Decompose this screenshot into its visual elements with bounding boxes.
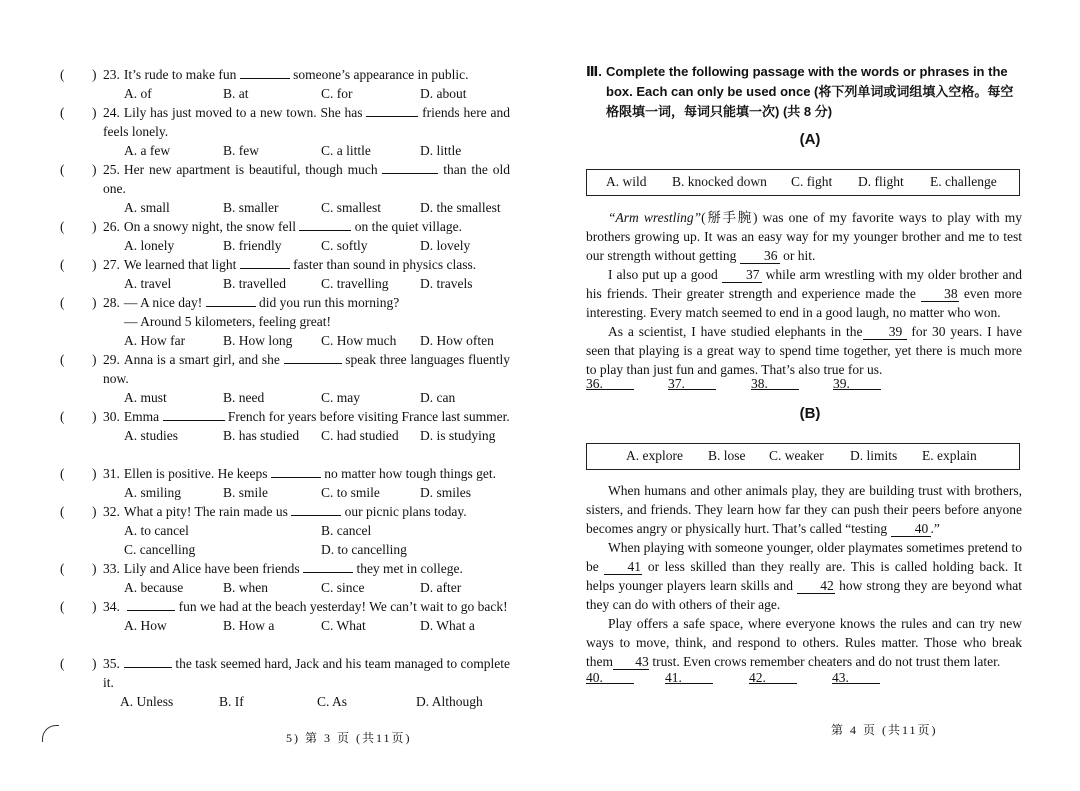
part-b-label: (B) xyxy=(799,405,821,422)
blank-43[interactable]: 43 xyxy=(613,655,649,670)
question-23: 23. It’s rude to make fun someone’s appearance in public. A. of B. at C. for D. about xyxy=(60,65,510,103)
blank[interactable] xyxy=(127,597,175,611)
blank[interactable] xyxy=(240,65,290,79)
question-34: 34. fun we had at the beach yesterday! We can’t wait to go back! A. How B. How a C. What D. What a xyxy=(60,597,510,635)
blank-41[interactable]: 41 xyxy=(604,560,642,575)
options: A. must B. need C. may D. can xyxy=(124,390,456,405)
question-24: 24. Lily has just moved to a new town. She has friends here and feels lonely. A. a few B. few C. a little D. little xyxy=(103,105,510,158)
page-footer-left: 5) 第 3 页 (共11页) xyxy=(286,731,412,745)
blank-36[interactable]: 36 xyxy=(740,249,780,264)
question-29: 29. Anna is a smart girl, and she speak three languages fluently now. A. must B. need C. may D. can xyxy=(103,352,511,405)
options: A. smiling B. smile C. to smile D. smiles xyxy=(124,485,472,500)
answer-blank-43[interactable] xyxy=(832,670,880,684)
question-26: 26. On a snowy night, the snow fell on the quiet village. A. lonely B. friendly C. softly D. lovely xyxy=(60,217,510,255)
question-27: 27. We learned that light faster than sound in physics class. A. travel B. travelled C. travelling D. travels xyxy=(60,255,510,293)
blank[interactable] xyxy=(291,502,341,516)
answer-lines-a: 36. 37. 38. 39. xyxy=(586,376,1026,395)
blank[interactable] xyxy=(284,350,342,364)
blank-37[interactable]: 37 xyxy=(722,268,762,283)
blank[interactable] xyxy=(240,255,290,269)
blank[interactable] xyxy=(124,654,172,668)
question-25: 25. Her new apartment is beautiful, though much than the old one. A. small B. smaller C. smallest D. the smallest xyxy=(103,162,510,215)
answer-blank-39[interactable] xyxy=(833,376,881,390)
answer-lines-b: 40. 41. 42. 43. xyxy=(586,670,1026,689)
part-a-label: (A) xyxy=(799,131,821,148)
blank-39[interactable]: 39 xyxy=(863,325,907,340)
answer-blank-42[interactable] xyxy=(749,670,797,684)
word-box-b: A. explore B. lose C. weaker D. limits E. explain xyxy=(586,443,1020,470)
question-31: 31. Ellen is positive. He keeps no matter how tough things get. A. smiling B. smile C. to smile D. smiles xyxy=(60,464,510,502)
blank[interactable] xyxy=(206,293,256,307)
page-4 xyxy=(540,0,1080,791)
question-30: 30. Emma French for years before visiting France last summer. A. studies B. has studied C. had studied D. is studying xyxy=(103,409,510,443)
corner-mark xyxy=(42,725,59,742)
options: A. How B. How a C. What D. What a xyxy=(124,618,475,633)
answer-blank-37[interactable] xyxy=(668,376,716,390)
blank[interactable] xyxy=(271,464,321,478)
question-32: 32. What a pity! The rain made us our picnic plans today. A. to cancel B. cancel C. cancelling D. to cancelling xyxy=(60,502,510,559)
options: A. travel B. travelled C. travelling D. travels xyxy=(124,276,473,291)
blank[interactable] xyxy=(163,407,225,421)
question-33: 33. Lily and Alice have been friends they met in college. A. because B. when C. since D. after xyxy=(60,559,510,597)
answer-blank-41[interactable] xyxy=(665,670,713,684)
question-28: 28. — A nice day! did you run this morning? — Around 5 kilometers, feeling great! A. How far B. How long C. How much D. How often xyxy=(60,293,510,350)
options: A. of B. at C. for D. about xyxy=(124,86,467,101)
options: A. studies B. has studied C. had studied D. is studying xyxy=(124,428,496,443)
options: C. cancelling D. to cancelling xyxy=(124,542,407,557)
blank[interactable] xyxy=(303,559,353,573)
options: A. How far B. How long C. How much D. How often xyxy=(124,333,494,348)
answer-blank-40[interactable] xyxy=(586,670,634,684)
options: A. small B. smaller C. smallest D. the smallest xyxy=(124,200,501,215)
passage-a: “Arm wrestling”(掰手腕) was one of my favorite ways to play with my brothers growing up. It was an easy way for my younger brother and me to test our strength without getting 36 or hit. I also put up a good 37 while arm wrestling with my older brother and his friends. Their greater strength and experience made the 38 even more interesting. Every match seemed to end in a good laugh, no matter who won. As a scientist, I have studied elephants in the 39 for 30 years. I have seen that playing is a great way to spend time together, yet there is much more to play than just fun and games. That’s also true for us. xyxy=(586,210,1023,377)
blank-38[interactable]: 38 xyxy=(921,287,959,302)
blank[interactable] xyxy=(366,103,418,117)
options: A. a few B. few C. a little D. little xyxy=(124,143,462,158)
section-instruction: Ⅲ. Complete the following passage with the words or phrases in the box. Each can only be used once (将下列单词或词组填入空格。每空格限填一词，每词只能填一次) (共 8 分) xyxy=(586,64,1014,119)
question-35: 35. the task seemed hard, Jack and his team managed to complete it. A. Unless B. If C. As D. Although xyxy=(103,656,511,709)
options: A. because B. when C. since D. after xyxy=(124,580,462,595)
word-box-a: A. wild B. knocked down C. fight D. flight E. challenge xyxy=(586,169,1020,196)
passage-b: When humans and other animals play, they are building trust with brothers, sisters, and friends. They learn how far they can push their peers before anyone becomes angry or physically hurt. That’s called “testing 40 .” When playing with someone younger, older playmates sometimes pretend to be 41 or less skilled than they really are. This is called holding back. It helps younger players learn skills and 42 how strong they are beyond what they can do with others of their age. Play offers a safe space, where everyone knows the rules and can try new ways to move, think, and respond to others. Rules matter. Those who break them 43 trust. Even crows remember cheaters and do not trust them later. xyxy=(586,483,1023,669)
options: A. lonely B. friendly C. softly D. lovely xyxy=(124,238,471,253)
page-footer-right: 第 4 页 (共11页) xyxy=(831,723,938,737)
options: A. to cancel B. cancel xyxy=(124,523,372,538)
blank-40[interactable]: 40 xyxy=(891,522,931,537)
answer-blank-36[interactable] xyxy=(586,376,634,390)
blank[interactable] xyxy=(382,160,438,174)
blank[interactable] xyxy=(299,217,351,231)
blank-42[interactable]: 42 xyxy=(797,579,835,594)
options: A. Unless B. If C. As D. Although xyxy=(120,694,483,709)
answer-blank-38[interactable] xyxy=(751,376,799,390)
